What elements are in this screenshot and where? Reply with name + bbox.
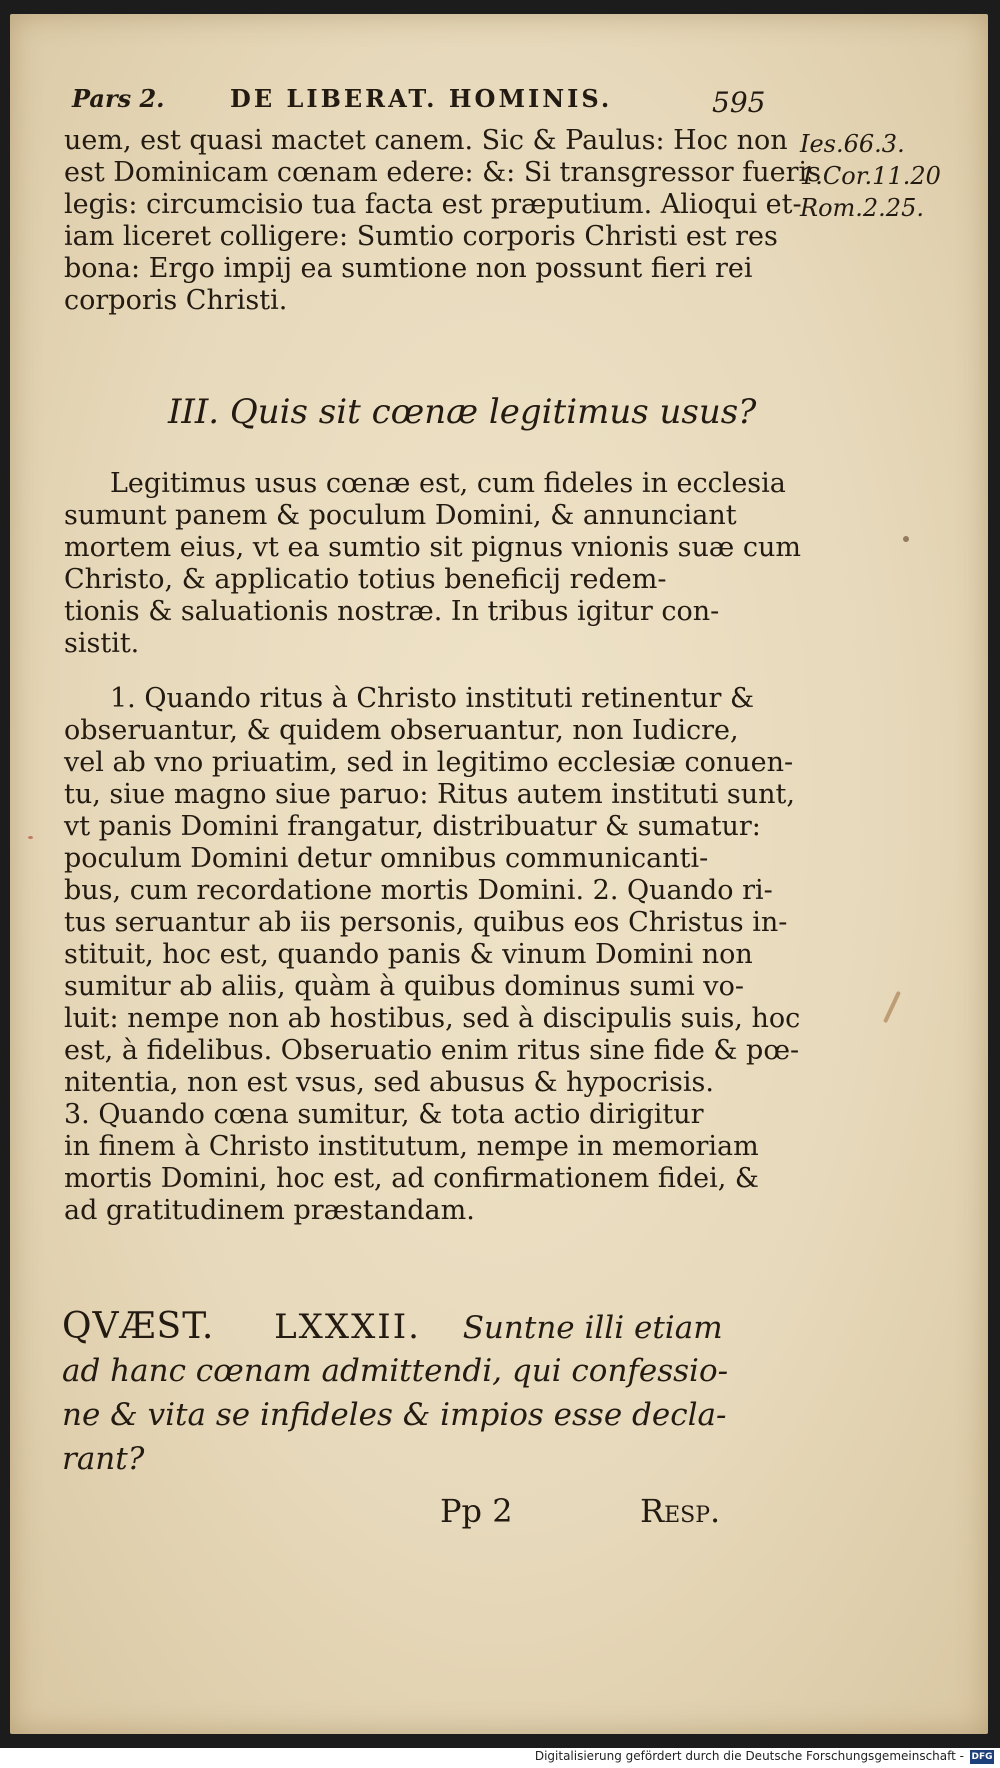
paragraph-line: vel ab vno priuatim, sed in legitimo ecclesiæ conuen- [64,747,794,778]
paragraph-line: bus, cum recordatione mortis Domini. 2. Quando ri- [64,875,773,906]
running-head-part: Pars 2. [72,84,165,113]
paragraph-line: sistit. [64,628,140,659]
question-text: ad hanc cœnam admittendi, qui confessio- [62,1353,729,1389]
paper-stain [883,991,901,1024]
question-text: rant? [62,1441,145,1477]
question-line-1 [62,1306,723,1347]
dfg-logo-icon: DFG [971,1752,993,1762]
paragraph-line: poculum Domini detur omnibus communicanti- [64,843,709,874]
page-number: 595 [712,86,766,119]
paragraph-line: ad gratitudinem præstandam. [64,1195,475,1226]
paragraph-line: in finem à Christo institutum, nempe in memoriam [64,1131,759,1162]
paper-stain [28,836,33,839]
paragraph-line: mortem eius, vt ea sumtio sit pignus vnionis suæ cum [64,532,801,563]
paragraph-line: nitentia, non est vsus, sed abusus & hypocrisis. [64,1067,714,1098]
running-head [72,84,772,118]
running-head-title: DE LIBERAT. HOMINIS. [230,84,613,113]
paragraph-line: Christo, & applicatio totius beneficij redem- [64,564,667,595]
margin-note: Rom.2.25. [800,194,924,222]
paragraph-line: sumunt panem & poculum Domini, & annunciant [64,500,737,531]
paragraph-line: mortis Domini, hoc est, ad confirmationem fidei, & [64,1163,759,1194]
paragraph-line: vt panis Domini frangatur, distribuatur & sumatur: [64,811,761,842]
margin-note: 1.Cor.11.20 [800,162,941,190]
body-line: legis: circumcisio tua facta est præputium. Alioqui et- [64,189,802,220]
signature-mark: Pp 2 [440,1492,513,1530]
section-heading: III. Quis sit cœnæ legitimus usus? [168,392,757,432]
question-text: Suntne illi etiam [462,1310,723,1346]
paragraph-line: tus seruantur ab iis personis, quibus eos Christus in- [64,907,788,938]
footer-credit: Digitalisierung gefördert durch die Deutsche Forschungsgemeinschaft - [534,1749,964,1763]
paragraph-line: 1. Quando ritus à Christo instituti retinentur & [110,683,755,714]
paragraph-line: Legitimus usus cœnæ est, cum fideles in ecclesia [110,468,786,499]
paragraph-line: obseruantur, & quidem obseruantur, non Iudicre, [64,715,739,746]
paragraph-line: stituit, hoc est, quando panis & vinum Domini non [64,939,753,970]
catchword: Resp. [640,1492,721,1530]
paragraph-line: sumitur ab aliis, quàm à quibus dominus sumi vo- [64,971,744,1002]
body-line: bona: Ergo impij ea sumtione non possunt fieri rei [64,253,753,284]
paragraph-line: tionis & saluationis nostræ. In tribus igitur con- [64,596,720,627]
book-page [10,14,988,1734]
paragraph-line: est, à fidelibus. Obseruatio enim ritus sine fide & pœ- [64,1035,800,1066]
body-line: est Dominicam cœnam edere: &: Si transgressor fueris [64,157,822,188]
paragraph-line: luit: nempe non ab hostibus, sed à discipulis suis, hoc [64,1003,801,1034]
margin-note: Ies.66.3. [800,130,905,158]
body-line: corporis Christi. [64,285,288,316]
question-number: LXXXII. [274,1307,421,1347]
paragraph-line: tu, siue magno siue paruo: Ritus autem instituti sunt, [64,779,795,810]
body-line: iam liceret colligere: Sumtio corporis Christi est res [64,221,778,252]
paragraph-line: 3. Quando cœna sumitur, & tota actio dirigitur [64,1099,704,1130]
paper-stain [903,536,909,542]
body-line: uem, est quasi mactet canem. Sic & Paulus: Hoc non [64,125,788,156]
question-text: ne & vita se infideles & impios esse decla- [62,1397,727,1433]
question-label: QVÆST. [62,1306,215,1347]
